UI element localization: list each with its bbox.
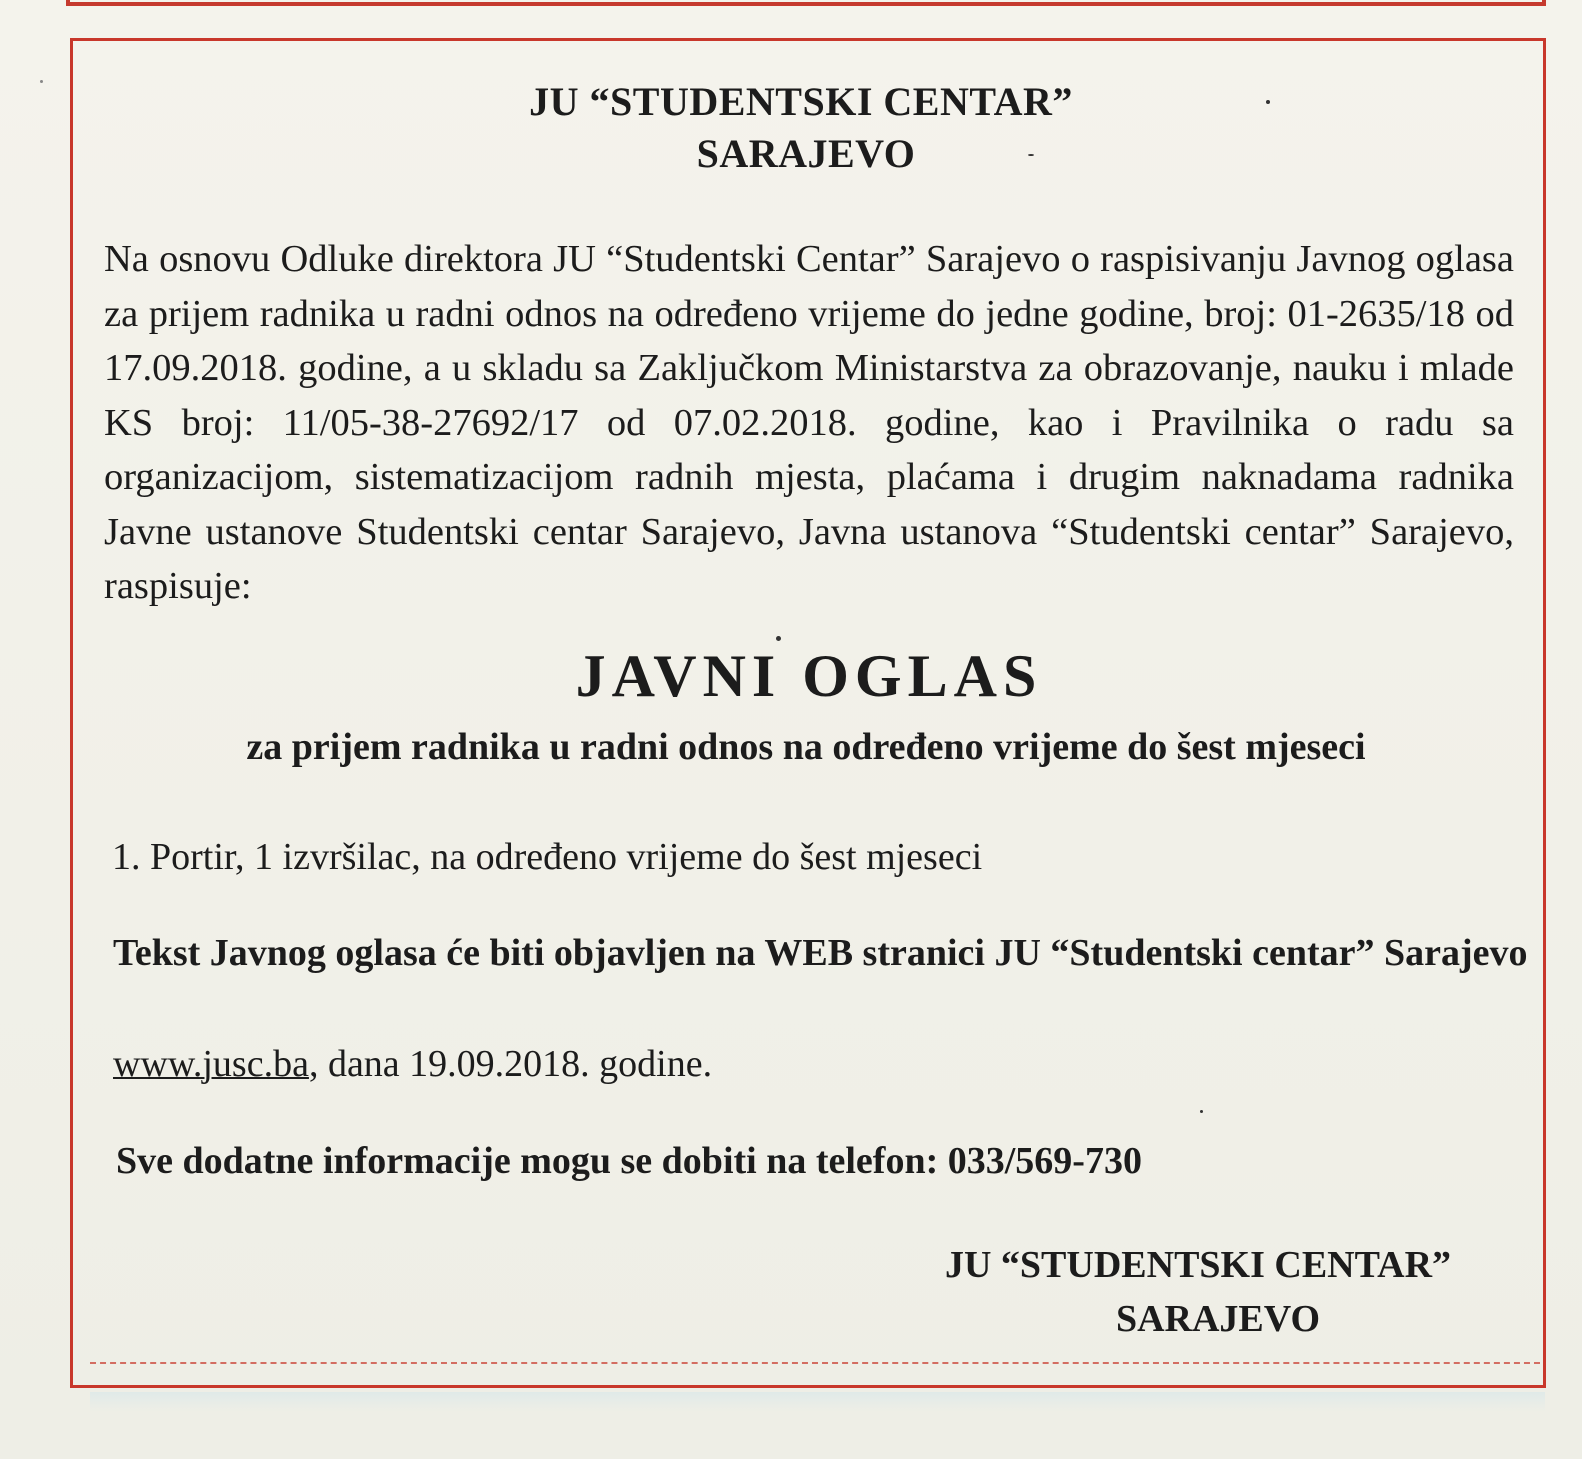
position-item: 1. Portir, 1 izvršilac, na određeno vrijeme do šest mjeseci [112, 836, 983, 878]
announcement-subtitle: za prijem radnika u radni odnos na određeno vrijeme do šest mjeseci [246, 726, 1366, 768]
website-link[interactable]: www.jusc.ba [113, 1043, 309, 1085]
institution-name: JU “STUDENTSKI CENTAR” [529, 79, 1073, 124]
publication-date: , dana 19.09.2018. godine. [308, 1043, 713, 1085]
print-speck [1266, 100, 1270, 104]
positions-list [112, 832, 982, 882]
institution-city: SARAJEVO [696, 131, 916, 176]
signature-city: SARAJEVO [1115, 1298, 1321, 1340]
contact-phone: Sve dodatne informacije mogu se dobiti na telefon: 033/569-730 [116, 1140, 1142, 1182]
print-speck [1200, 1110, 1203, 1113]
publication-notice-text: Tekst Javnog oglasa će biti objavljen na WEB stranici JU “Studentski centar” Sarajevo [113, 932, 1528, 974]
signature-institution: JU “STUDENTSKI CENTAR” [944, 1244, 1452, 1286]
announcement-title: JAVNI OGLAS [575, 643, 1043, 709]
publication-notice [113, 925, 1533, 981]
print-speck [776, 636, 781, 641]
frame-dashed-line [90, 1362, 1540, 1364]
signature-block [898, 1238, 1498, 1346]
print-speck [40, 80, 43, 83]
print-speck [1028, 154, 1034, 156]
previous-ad-border [66, 0, 1546, 6]
publication-date-line [113, 1036, 712, 1092]
print-bleed [90, 1392, 1545, 1412]
intro-paragraph: Na osnovu Odluke direktora JU “Studentski Centar” Sarajevo o raspisivanju Javnog oglasa za prijem radnika u radni odnos na određeno vrijeme do jedne godine, broj: 01-2635/18 od 17.09.2018. godine, a u skladu sa Zaključkom Ministarstva za obrazovanje, nauku i mlade KS broj: 11/05-38-27692/17 od 07.02.2018. godine, kao i Pravilnika o radu sa organizacijom, sistematizacijom radnih mjesta, plaćama i drugim naknadama radnika Javne ustanove Studentski centar Sarajevo, Javna ustanova “Studentski centar” Sarajevo, raspisuje: [104, 238, 1514, 607]
